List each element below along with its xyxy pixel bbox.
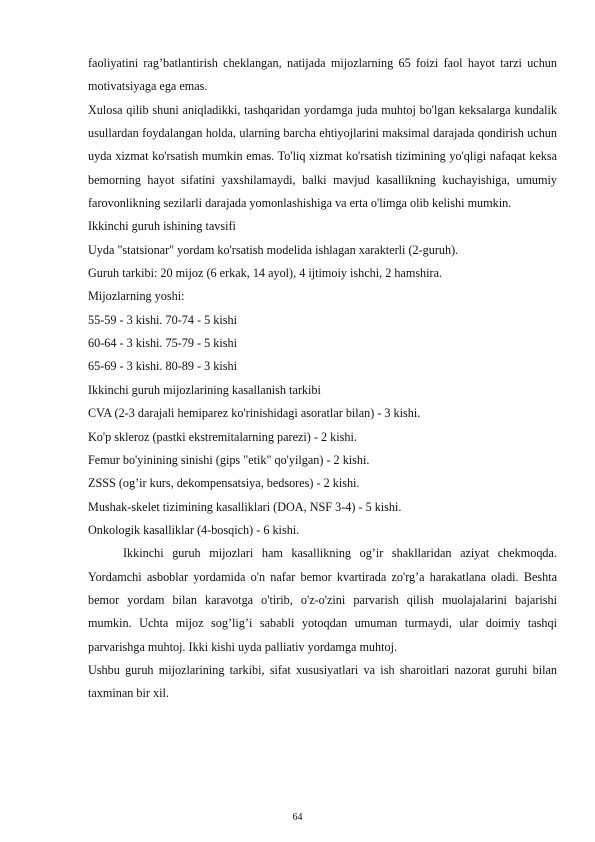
line-morbidity-sclerosis: Ko'p skleroz (pastki ekstremitalarning parezi) - 2 kishi. <box>88 429 357 444</box>
paragraph-comparison: Ushbu guruh mijozlarining tarkibi, sifat xususiyatlari va ish sharoitlari nazorat guruhi bilan taxminan bir xil. <box>88 662 557 701</box>
line-client-age-heading: Mijozlarning yoshi: <box>88 289 185 304</box>
line-group-composition: Guruh tarkibi: 20 mijoz (6 erkak, 14 ayol), 4 ijtimoiy ishchi, 2 hamshira. <box>88 266 443 281</box>
line-morbidity-zsss: ZSSS (og’ir kurs, dekompensatsiya, bedsores) - 2 kishi. <box>88 476 360 491</box>
page-number: 64 <box>292 812 303 823</box>
line-age-row-3: 65-69 - 3 kishi. 80-89 - 3 kishi <box>88 359 237 374</box>
line-morbidity-oncology: Onkologik kasalliklar (4-bosqich) - 6 kishi. <box>88 522 300 537</box>
line-age-row-1: 55-59 - 3 kishi. 70-74 - 5 kishi <box>88 312 237 327</box>
paragraph-motivation: faoliyatini rag’batlantirish cheklangan, natijada mijozlarning 65 foizi faol hayot tarzi uchun motivatsiyaga ega emas. <box>88 56 557 94</box>
line-age-row-2: 60-64 - 3 kishi. 75-79 - 5 kishi <box>88 336 237 351</box>
document-page <box>88 52 557 706</box>
paragraph-second-group: Ikkinchi guruh mijozlari ham kasallikning og’ir shakllaridan aziyat chekmoqda. Yordamchi asboblar yordamida o'n nafar bemor kvartirada zo'rg’a harakatlana oladi. Beshta bemor yordam bilan karavotga o'tirib, o'z-o'zini parvarish qilish muolajalarini bajarishi mumkin. Uchta mijoz sog’lig’i sababli yotoqdan umuman turmaydi, ular doimiy tashqi parvarishga muhtoj. Ikki kishi uyda palliativ yordamga muhtoj. <box>88 546 557 654</box>
heading-morbidity: Ikkinchi guruh mijozlarining kasallanish tarkibi <box>88 382 321 397</box>
line-morbidity-cva: CVA (2-3 darajali hemiparez ko'rinishidagi asoratlar bilan) - 3 kishi. <box>88 406 421 421</box>
paragraph-conclusion: Xulosa qilib shuni aniqladikki, tashqaridan yordamga juda muhtoj bo'lgan keksalarga kundalik usullardan foydalangan holda, ularning barcha ehtiyojlarini maksimal darajada qondirish uchun uyda xizmat ko'rsatish mumkin emas. To'liq xizmat ko'rsatish tizimining yo'qligi nafaqat keksa bemorning hayot sifatini yaxshilamaydi, balki mavjud kasallikning kuchayishiga, umumiy farovonlikning sezilarli darajada yomonlashishiga va erta o'limga olib kelishi mumkin. <box>88 102 557 211</box>
line-group-model: Uyda "statsionar" yordam ko'rsatish modelida ishlagan xarakterli (2-guruh). <box>88 242 459 257</box>
line-morbidity-musculoskeletal: Mushak-skelet tizimining kasalliklari (DOA, NSF 3-4) - 5 kishi. <box>88 499 402 514</box>
line-morbidity-femur: Femur bo'yinining sinishi (gips "etik" qo'yilgan) - 2 kishi. <box>88 452 370 467</box>
heading-group-description: Ikkinchi guruh ishining tavsifi <box>88 219 236 234</box>
